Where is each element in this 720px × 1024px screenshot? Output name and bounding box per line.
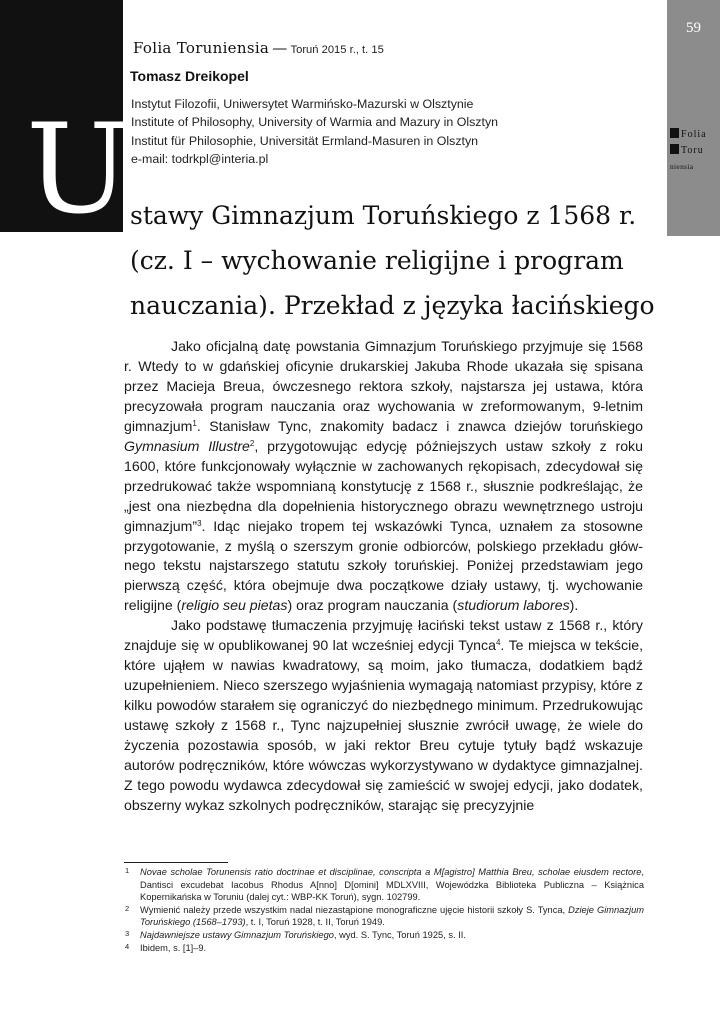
logo-row-folia (670, 127, 718, 143)
journal-name: Folia Toruniensia (133, 39, 270, 57)
journal-header (133, 39, 384, 57)
footnote-italic: Dzieje Gimnazjum Toruńskiego (1568–1793) (140, 904, 644, 928)
footnote-text: , Dantisci excudebat Iacobus Rhodus A[nno] D[omini] MDLXVIII, Wojewódzka Biblioteka Publiczna – Książnica Kopernikańska w Toruniu (dalej cyt.: WBP-KK Toruń), sygn. 102799. (140, 867, 644, 903)
article-title (130, 193, 655, 328)
journal-side-logo (670, 127, 718, 175)
body-paragraph-1 (124, 337, 643, 616)
logo-letter-box (670, 144, 679, 154)
italic-term: studiorum labores (457, 597, 570, 614)
footnote-ref-1[interactable]: 1 (192, 418, 197, 428)
affiliation-en: Institute of Philosophy, University of Warmia and Mazury in Olsztyn (131, 115, 499, 130)
author-name: Tomasz Dreikopel (130, 68, 249, 84)
footnote-1 (124, 866, 644, 904)
affiliation-de: Institut für Philosophie, Universität Ermland-Masuren in Olsztyn (131, 133, 479, 148)
title-drop-cap: U (26, 98, 131, 242)
logo-text-oru: oru (687, 145, 704, 156)
footnote-ref-3[interactable]: 3 (197, 518, 202, 528)
logo-text-niensia: niensia (670, 162, 694, 171)
affiliation-pl: Instytut Filozofii, Uniwersytet Warmińsko-Mazurski w Olsztynie (131, 97, 474, 111)
text-run: Jako oficjalną datę powstania Gimnazjum Toruńskiego przyjmuje się 1568 r. Wtedy to w gdańskiej oficynie drukarskiej Jakuba Rhode ukazała się spisana przez Macieja Breua, ówczesnego rektora szkoły, najstarsza jej ustawa, która precyzowała program nauczania oraz wychowania w zreformowanym, 9-letnim gimnazjum (124, 338, 643, 434)
footnote-number: 2 (125, 903, 130, 913)
logo-text-olia: olia (687, 129, 707, 140)
text-run: . Stanisław Tync, znakomity badacz i znawca dziejów toruńskiego (196, 417, 643, 434)
journal-dash: — (272, 39, 288, 57)
text-run: ) oraz program nauczania ( (287, 597, 458, 614)
footnote-3 (124, 929, 644, 942)
footnote-text: , wyd. S. Tync, Toruń 1925, s. II. (333, 929, 466, 940)
footnote-text: , t. I, Toruń 1928, t. II, Toruń 1949. (245, 917, 385, 928)
footnote-ref-2[interactable]: 2 (249, 438, 255, 448)
title-line-3: nauczania). Przekład z języka łacińskiego (130, 291, 655, 320)
footnote-separator (124, 862, 228, 863)
title-line-1: stawy Gimnazjum Toruńskiego z 1568 r. (130, 201, 637, 230)
page-number: 59 (686, 20, 701, 36)
footnote-text: Wymienić należy przede wszystkim nadal niezastąpione monograficzne ujęcie historii szkoły S. Tynca, (140, 904, 569, 915)
footnote-number: 4 (125, 941, 130, 951)
journal-issue: Toruń 2015 r., t. 15 (290, 44, 384, 56)
footnotes (124, 866, 644, 954)
italic-term: religio seu pietas (181, 597, 288, 614)
text-run: Jako podstawę tłumaczenia przyjmuję łaciński tekst ustaw z 1568 r., który znajduje się w opublikowanej 90 lat wcześniej edycji Tynca (124, 617, 643, 654)
logo-row-niensia (670, 159, 718, 175)
body-paragraph-2 (124, 616, 643, 816)
italic-term: Gymnasium Illustre (124, 437, 250, 454)
title-line-2: (cz. I – wychowanie religijne i program (130, 246, 624, 275)
text-run: . Te miejsca w tekście, które ująłem w nawias kwadratowy, są moim, jako tłumacza, dodatkiem bądź uzupełnieniem. Nieco szerszego wyjaśnienia wymagają natomiast przypisy, które z kilku powodów starałem się ograniczyć do niezbędnego minimum. Przedrukowując ustawę szkoły z 1568 r., Tync najzupełniej słusznie zwrócił uwagę, że wiele do życzenia pozostawia sposób, w jaki rektor Breu cytuje tytuły bądź wskazuje autorów podręczników, które wówczas wykorzystywano w dydaktyce gimnazjalnej. Z tego powodu wydawca zdecydował się zamieścić w swojej edycji, jako dodatek, obszerny wykaz szkolnych podręczników, starając się precyzyjnie (124, 637, 644, 813)
footnote-number: 3 (125, 928, 130, 938)
logo-initial-t: T (681, 145, 688, 156)
footnote-2 (124, 904, 644, 929)
logo-row-toru (670, 143, 718, 159)
author-affiliations (131, 95, 498, 169)
text-run: , przygotowując edycję późniejszych ustaw szkoły z roku 1600, które funkcjonowały wyłącznie w zachowanych rękopisach, zdecydował się przedrukować także wspomnianą konstytucję z 1568 r., słusznie podkreślając, że „jest ona niezbędna dla dopełnienia historycznego obrazu wewnętrznego ustroju gimnazjum” (124, 437, 643, 534)
text-run: ). (569, 597, 579, 614)
footnote-ref-4[interactable]: 4 (495, 638, 501, 648)
footnote-text: Ibidem, s. [1]–9. (140, 942, 207, 953)
footnote-4 (124, 942, 644, 955)
logo-letter-box (670, 128, 679, 138)
logo-initial-f: F (681, 129, 688, 140)
text-run: . Idąc niejako tropem tej wskazówki Tynca, uznałem za stosowne przygotowanie, z myślą o szerszym gronie odbiorców, polskiego przekładu głównego tekstu najstarszego statutu szkoły toruńskiej. Poniżej przedstawiam jego pierwszą część, która obejmuje dwa początkowe działy ustawy, tj. wychowanie religijne ( (124, 517, 643, 614)
author-email: e-mail: todrkpl@interia.pl (131, 152, 269, 167)
article-body (124, 337, 643, 816)
footnote-number: 1 (125, 866, 130, 875)
footnote-italic: Najdawniejsze ustawy Gimnazjum Toruńskiego (140, 929, 334, 940)
footnote-italic: Novae scholae Torunensis ratio doctrinae et disciplinae, conscripta a M[agistro] Matthia Breu, scholae eiusdem rectore (140, 867, 642, 877)
